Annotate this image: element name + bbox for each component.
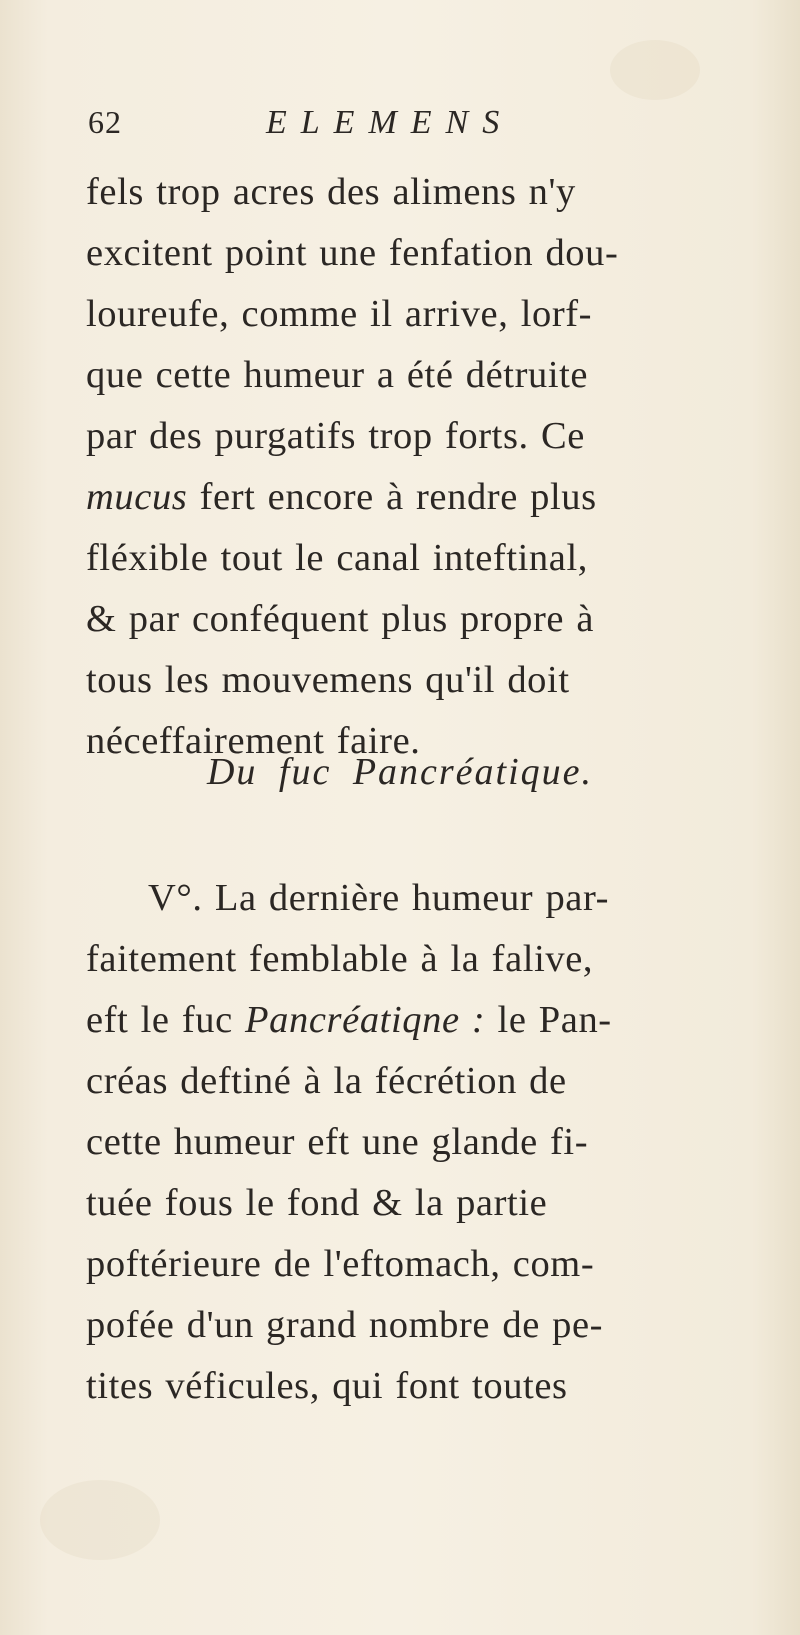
text-line-rest: fert encore à rendre plus: [199, 476, 597, 518]
text-line: poftérieure de l'eftomach, com-: [86, 1243, 595, 1285]
text-line: fléxible tout le canal inteftinal,: [86, 537, 588, 579]
paragraph-pancreatic: [86, 868, 746, 1417]
running-title: ELEMENS: [266, 104, 514, 141]
text-line: tuée fous le fond & la partie: [86, 1182, 548, 1224]
text-line: pofée d'un grand nombre de pe-: [86, 1304, 604, 1346]
text-line: [86, 467, 746, 528]
text-line: que cette humeur a été détruite: [86, 354, 589, 396]
text-line: [86, 990, 746, 1051]
running-head: [88, 104, 708, 150]
text-line: cette humeur eft une glande fi-: [86, 1121, 589, 1163]
text-line: tous les mouvemens qu'il doit: [86, 659, 570, 701]
paper-stain: [610, 40, 700, 100]
pancreatique-word: Pancréatiqne :: [245, 999, 486, 1041]
text-line: créas deftiné à la fécrétion de: [86, 1060, 567, 1102]
paragraph-mucus: [86, 162, 746, 772]
text-line: & par conféquent plus propre à: [86, 598, 595, 640]
text-line: loureufe, comme il arrive, lorf-: [86, 293, 593, 335]
text-line: fels trop acres des alimens n'y: [86, 171, 576, 213]
text-line-opening: V°. La dernière humeur par-: [148, 877, 610, 919]
section-heading: Du fuc Pancréatique.: [206, 751, 594, 793]
text-line: faitement femblable à la falive,: [86, 938, 594, 980]
text-line: néceffairement faire.: [86, 720, 421, 762]
text-line-prefix: eft le fuc: [86, 999, 233, 1041]
text-line: excitent point une fenfation dou-: [86, 232, 619, 274]
text-line: tites véficules, qui font toutes: [86, 1365, 568, 1407]
paper-stain: [40, 1480, 160, 1560]
text-line: par des purgatifs trop forts. Ce: [86, 415, 585, 457]
mucus-word: mucus: [86, 476, 188, 518]
page-number: 62: [88, 104, 122, 140]
text-line-rest: le Pan-: [497, 999, 612, 1041]
